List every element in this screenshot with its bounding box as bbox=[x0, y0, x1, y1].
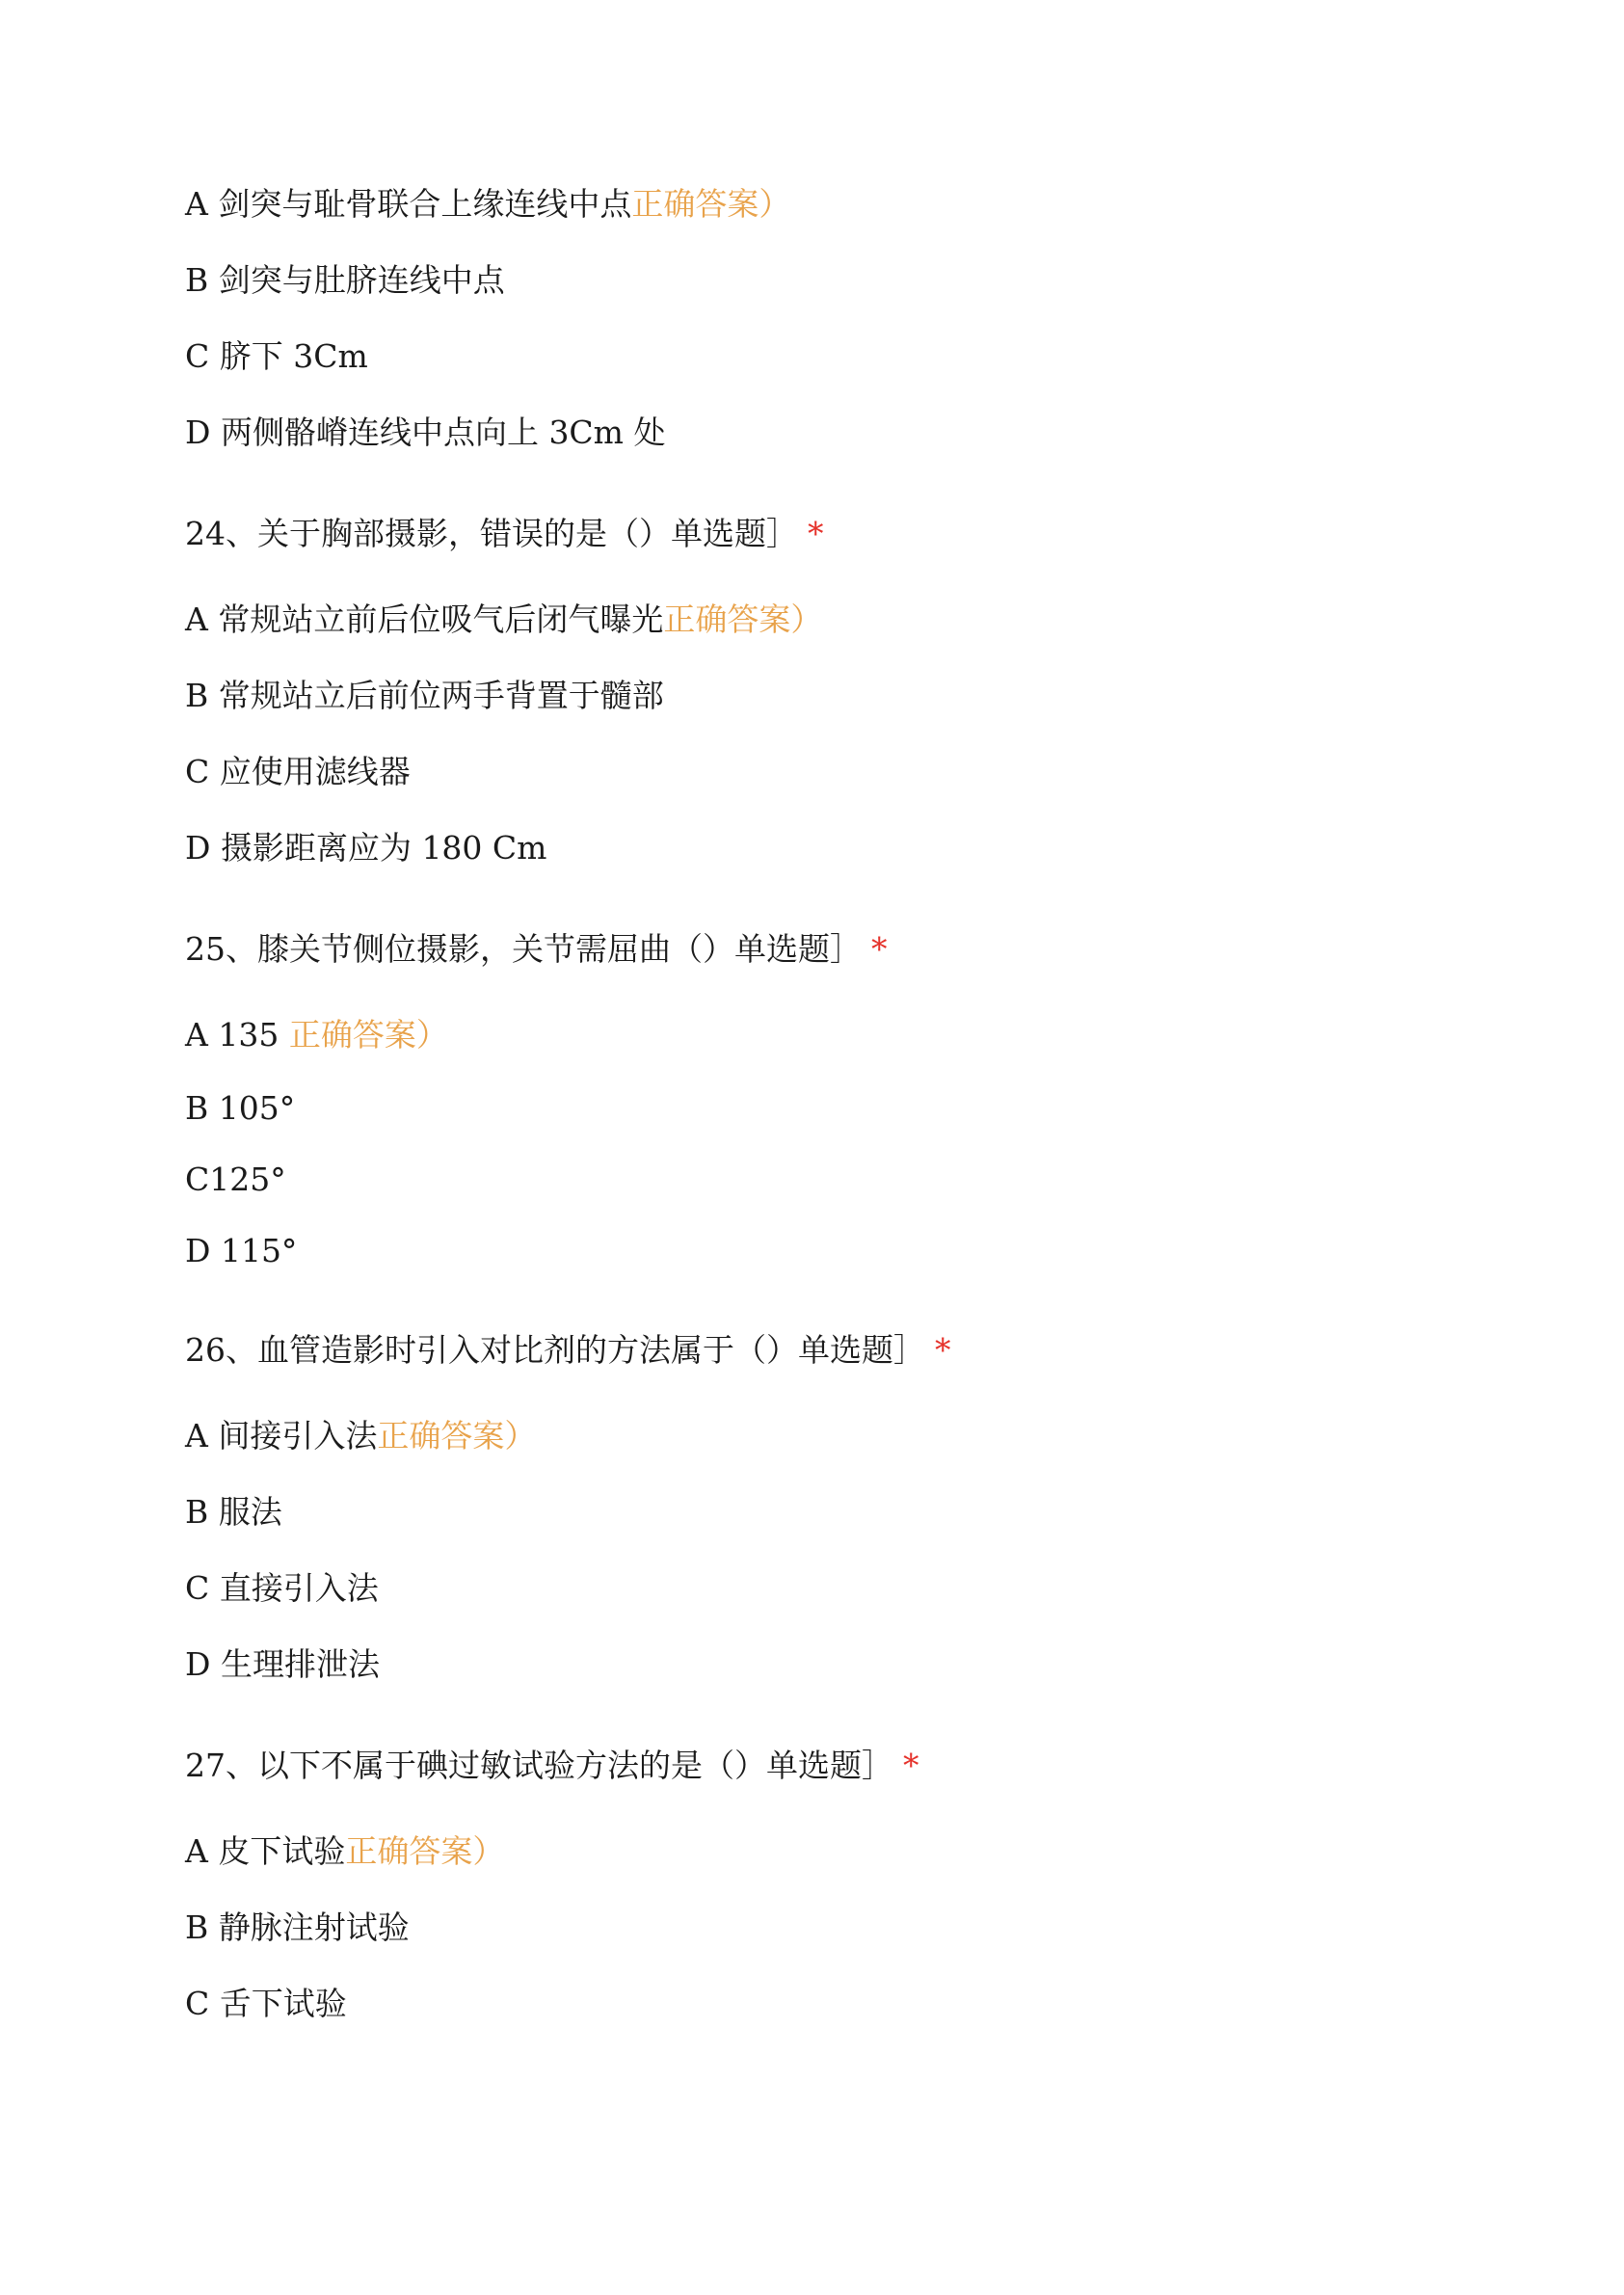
option-c bbox=[185, 1159, 286, 1201]
option-text: C 直接引入法 bbox=[185, 1569, 379, 1607]
option-text: C125° bbox=[185, 1161, 286, 1198]
option-text: D 两侧骼嵴连线中点向上 3Cm 处 bbox=[185, 414, 666, 451]
option-b bbox=[185, 1907, 410, 1949]
option-b bbox=[185, 1491, 282, 1534]
option-text: A 皮下试验 bbox=[185, 1832, 346, 1870]
option-c bbox=[185, 1983, 347, 2025]
option-text: D 生理排泄法 bbox=[185, 1645, 380, 1683]
option-d bbox=[185, 1230, 297, 1272]
option-text: C 舌下试验 bbox=[185, 1985, 347, 2022]
option-d bbox=[185, 412, 665, 454]
option-text: A 135 bbox=[185, 1016, 289, 1054]
correct-answer-marker: 正确答案） bbox=[631, 185, 791, 223]
option-text: B 服法 bbox=[185, 1493, 282, 1531]
option-c bbox=[185, 751, 411, 793]
option-a bbox=[185, 599, 822, 641]
question-text: 24、关于胸部摄影，错误的是（）单选题］ bbox=[185, 515, 798, 552]
required-marker: * bbox=[903, 1747, 919, 1784]
option-b bbox=[185, 675, 664, 717]
option-text: D 摄影距离应为 180 Cm bbox=[185, 829, 547, 867]
question-text: 27、以下不属于碘过敏试验方法的是（）单选题］ bbox=[185, 1747, 893, 1784]
correct-answer-marker: 正确答案） bbox=[663, 600, 823, 638]
correct-answer-marker: 正确答案） bbox=[345, 1832, 505, 1870]
option-text: B 常规站立后前位两手背置于髓部 bbox=[185, 677, 664, 714]
option-text: A 间接引入法 bbox=[185, 1417, 378, 1454]
option-text: C 应使用滤线器 bbox=[185, 753, 411, 790]
question-title bbox=[185, 928, 888, 971]
question-title bbox=[185, 513, 824, 555]
option-text: B 静脉注射试验 bbox=[185, 1908, 410, 1946]
option-d bbox=[185, 827, 546, 869]
required-marker: * bbox=[808, 515, 824, 552]
option-a bbox=[185, 1830, 504, 1873]
option-text: D 115° bbox=[185, 1232, 298, 1269]
question-title bbox=[185, 1329, 951, 1372]
option-c bbox=[185, 1567, 379, 1610]
option-text: A 剑突与耻骨联合上缘连线中点 bbox=[185, 185, 632, 223]
required-marker: * bbox=[935, 1331, 951, 1369]
option-a bbox=[185, 1415, 536, 1457]
option-text: C 脐下 3Cm bbox=[185, 337, 368, 375]
option-text: B 剑突与肚脐连线中点 bbox=[185, 261, 505, 299]
question-title bbox=[185, 1745, 919, 1787]
option-b bbox=[185, 259, 505, 302]
correct-answer-marker: 正确答案） bbox=[377, 1417, 537, 1454]
option-c bbox=[185, 335, 368, 378]
correct-answer-marker: 正确答案） bbox=[288, 1016, 448, 1054]
option-b bbox=[185, 1087, 295, 1130]
option-text: A 常规站立前后位吸气后闭气曝光 bbox=[185, 600, 664, 638]
option-text: B 105° bbox=[185, 1089, 296, 1127]
option-a bbox=[185, 183, 790, 226]
option-d bbox=[185, 1643, 380, 1686]
question-text: 25、膝关节侧位摄影，关节需屈曲（）单选题］ bbox=[185, 930, 862, 968]
option-a bbox=[185, 1014, 448, 1056]
required-marker: * bbox=[871, 930, 888, 968]
question-text: 26、血管造影时引入对比剂的方法属于（）单选题］ bbox=[185, 1331, 925, 1369]
